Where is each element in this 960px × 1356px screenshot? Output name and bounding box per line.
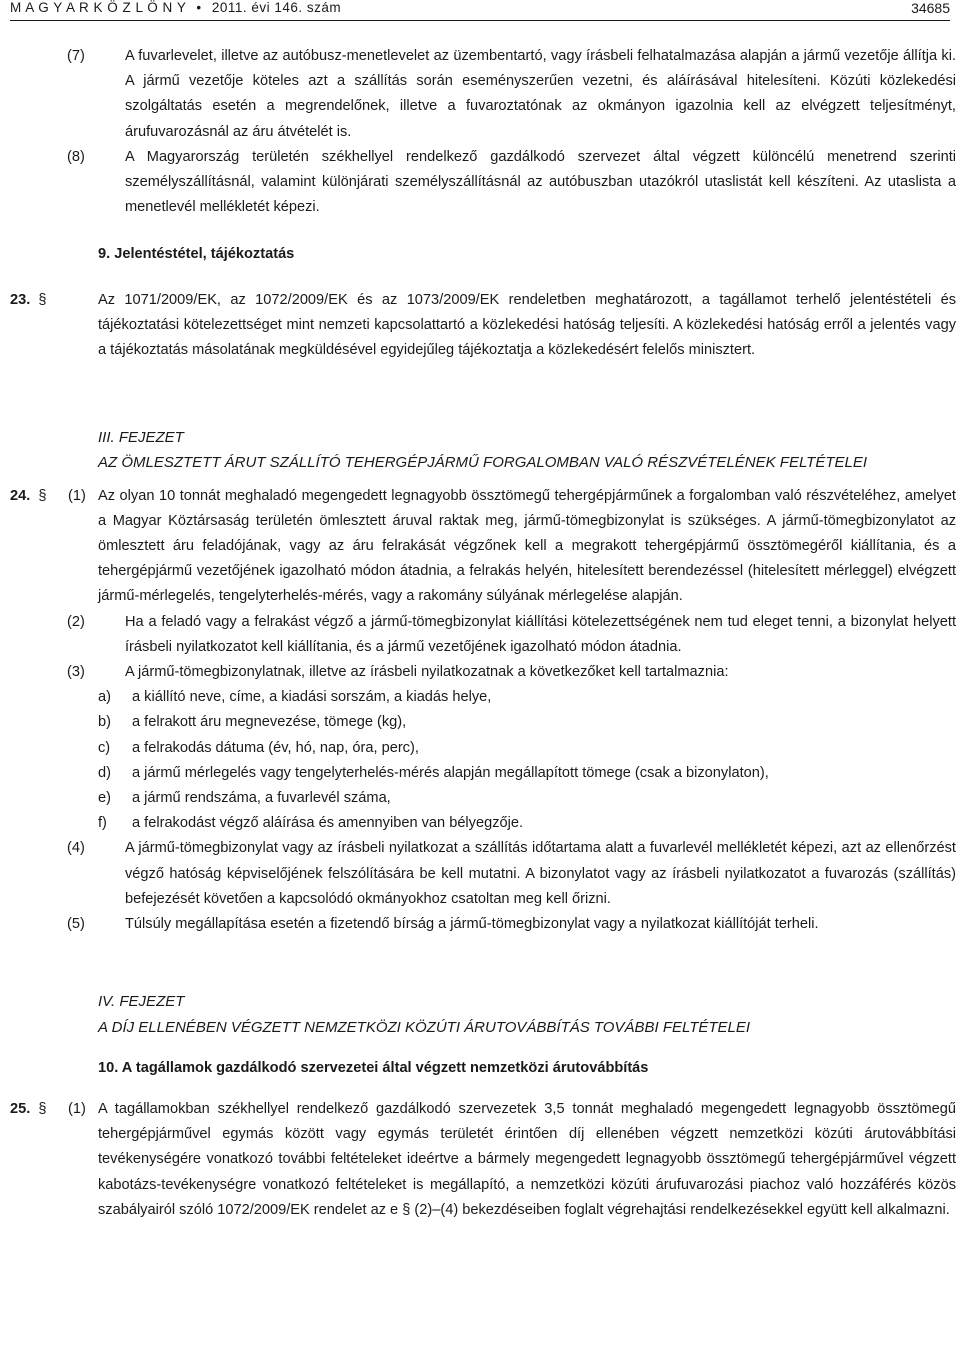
section-text: Az 1071/2009/EK, az 1072/2009/EK és az 1073/2009/EK rendeletben meghatározott, a tagállamot terhelő jelentéstételi és tájékoztatási kötelezettséget mint nemzeti kapcsolattartó a közlekedési hatóság teljesíti. A közlekedési hatóság erről a jelentés vagy a tájékoztatás másolatának megküldésével egyidejűleg tájékoztatja a közlekedésért felelős minisztert. xyxy=(98,291,956,359)
list-item xyxy=(98,811,956,836)
list-item xyxy=(98,761,956,786)
section-symbol: § xyxy=(38,1100,47,1117)
list-label: c) xyxy=(98,739,111,756)
section-25-paragraph-1 xyxy=(10,1097,956,1223)
chapter-3-title: AZ ÖMLESZTETT ÁRUT SZÁLLÍTÓ TEHERGÉPJÁRMŰ FORGALOMBAN VALÓ RÉSZVÉTELÉNEK FELTÉTELEI xyxy=(98,454,868,472)
paragraph-text: A jármű-tömegbizonylat vagy az írásbeli nyilatkozat a szállítás időtartama alatt a fuvarlevél mellékletét képezi, azt az ellenőrzést végző hatóság képviselőjének felszólítására be kell mutatni. A bizonylatot vagy az írásbeli nyilatkozatot a fuvarozás (szállítás) befejezését követően a kapcsolódó okmányokhoz csatoltan meg kell őrizni. xyxy=(125,840,956,907)
section-number: 23. xyxy=(10,291,31,308)
paragraph-text: Ha a feladó vagy a felrakást végző a jármű-tömegbizonylat kiállítási kötelezettségének nem tud eleget tenni, a bizonylat helyett írásbeli nyilatkozatot kell kiállítania, és a jármű vezetőjének igazolható módon átadnia. xyxy=(125,613,956,655)
subheading-9: 9. Jelentéstétel, tájékoztatás xyxy=(98,246,295,263)
section-number: 25. xyxy=(10,1100,31,1117)
section-symbol: § xyxy=(38,291,47,308)
list-label: e) xyxy=(98,790,111,807)
paragraph-number: (1) xyxy=(68,1100,86,1117)
list-item xyxy=(98,736,956,761)
page-header xyxy=(10,0,950,21)
list-label: f) xyxy=(98,815,107,832)
section-24-paragraph-1 xyxy=(10,484,956,610)
list-label: a) xyxy=(98,689,111,706)
document-body xyxy=(10,44,956,1223)
chapter-4-title: A DÍJ ELLENÉBEN VÉGZETT NEMZETKÖZI KÖZÚTI ÁRUTOVÁBBÍTÁS TOVÁBBI FELTÉTELEI xyxy=(98,1018,751,1036)
paragraph-number: (7) xyxy=(67,48,85,64)
paragraph-number: (2) xyxy=(67,613,85,630)
paragraph-8 xyxy=(10,145,956,221)
list-item xyxy=(98,685,956,710)
page-number: 34685 xyxy=(911,0,950,16)
list-text: a felrakodás dátuma (év, hó, nap, óra, perc), xyxy=(132,739,419,756)
list-text: a felrakott áru megnevezése, tömege (kg), xyxy=(132,714,407,731)
list-text: a jármű rendszáma, a fuvarlevél száma, xyxy=(132,790,391,807)
paragraph-7 xyxy=(10,44,956,145)
chapter-3-label: III. FEJEZET xyxy=(98,429,184,447)
list-text: a jármű mérlegelés vagy tengelyterhelés-mérés alapján megállapított tömege (csak a bizonylaton), xyxy=(132,764,769,781)
chapter-4-label: IV. FEJEZET xyxy=(98,993,185,1011)
list-label: b) xyxy=(98,714,111,731)
section-24-paragraph-4 xyxy=(10,836,956,912)
list-text: a kiállító neve, címe, a kiadási sorszám, a kiadás helye, xyxy=(132,689,492,706)
publication-title: M A G Y A R K Ö Z L Ö N Y xyxy=(10,0,187,15)
paragraph-number: (3) xyxy=(67,664,85,681)
paragraph-number: (5) xyxy=(67,916,85,933)
subheading-10: 10. A tagállamok gazdálkodó szervezetei által végzett nemzetközi árutovábbítás xyxy=(98,1059,649,1076)
section-24-paragraph-3 xyxy=(10,660,956,685)
section-24-paragraph-2 xyxy=(10,610,956,660)
paragraph-number: (1) xyxy=(68,487,86,504)
section-number: 24. xyxy=(10,487,31,504)
paragraph-text: A fuvarlevelet, illetve az autóbusz-menetlevelet az üzembentartó, vagy írásbeli felhatalmazása alapján a jármű vezetője állítja ki. A jármű vezetője köteles azt a szállítás során eseményszerűen vezetni, és aláírásával hitelesíteni. Közúti közlekedési szolgáltatás esetén a megrendelőnek, illetve a fuvaroztatónak az okmányon igazolnia kell az elvégzett teljesítményt, árufuvarozásnál az áru átvételét is. xyxy=(125,48,956,140)
section-23 xyxy=(10,288,956,364)
section-symbol: § xyxy=(38,487,47,504)
paragraph-text: Az olyan 10 tonnát meghaladó megengedett legnagyobb össztömegű tehergépjárműnek a forgalomban való részvételéhez, amelyet a Magyar Köztársaság területén ömlesztett áruval raktak meg, jármű-tömegbizonylat is szükséges. A jármű-tömegbizonylatot az ömlesztett áru feladójának, vagy az áru felrakását végzőnek kell a megrakott tehergépjármű össztömegéről kiállítania, és a tehergépjármű vezetőjének igazolható módon átadnia, a felrakás helyén, hitelesített berendezéssel (hitelesített mérleggel) elvégzett jármű-mérlegelés, tengelyterhelés-mérés, vagy a rakomány súlyának mérlegelése alapján. xyxy=(98,487,956,605)
paragraph-text: Túlsúly megállapítása esetén a fizetendő bírság a jármű-tömegbizonylat vagy a nyilatkozat kiállítóját terheli. xyxy=(125,916,819,933)
paragraph-text: A tagállamokban székhellyel rendelkező gazdálkodó szervezetek 3,5 tonnát meghaladó megengedett legnagyobb össztömegű tehergépjárművel egymás között vagy egymás területét érintően díj ellenében végzett nemzetközi közúti árutovábbítási tevékenységére vonatkozó további feltételeket ideértve a bármely megengedett legnagyobb össztömegű tehergépjárművel végzett kabotázs-tevékenységre vonatkozó feltételeket is megállapító, a nemzetközi közúti árufuvarozási piachoz való hozzáférés közös szabályairól szóló 1072/2009/EK rendelet az e § (2)–(4) bekezdéseiben foglalt végrehajtási rendelkezésekkel együtt kell alkalmazni. xyxy=(98,1100,956,1218)
list-item xyxy=(98,710,956,735)
list-label: d) xyxy=(98,764,111,781)
issue-label: 2011. évi 146. szám xyxy=(211,0,342,15)
list-item xyxy=(98,786,956,811)
header-bullet: • xyxy=(196,0,202,15)
paragraph-text: A Magyarország területén székhellyel rendelkező gazdálkodó szervezet által végzett különcélú menetrend szerinti személyszállításnál, valamint különjárati személyszállításnál az autóbuszban utazókról utaslistát kell készíteni. Az utaslista a menetlevél mellékletét képezi. xyxy=(125,148,956,216)
paragraph-number: (8) xyxy=(67,148,85,165)
paragraph-number: (4) xyxy=(67,840,85,857)
section-24-paragraph-5 xyxy=(10,912,956,937)
list-text: a felrakodást végző aláírása és amennyiben van bélyegzője. xyxy=(132,815,524,832)
paragraph-text: A jármű-tömegbizonylatnak, illetve az írásbeli nyilatkozatnak a következőket kell tartalmaznia: xyxy=(125,664,729,681)
